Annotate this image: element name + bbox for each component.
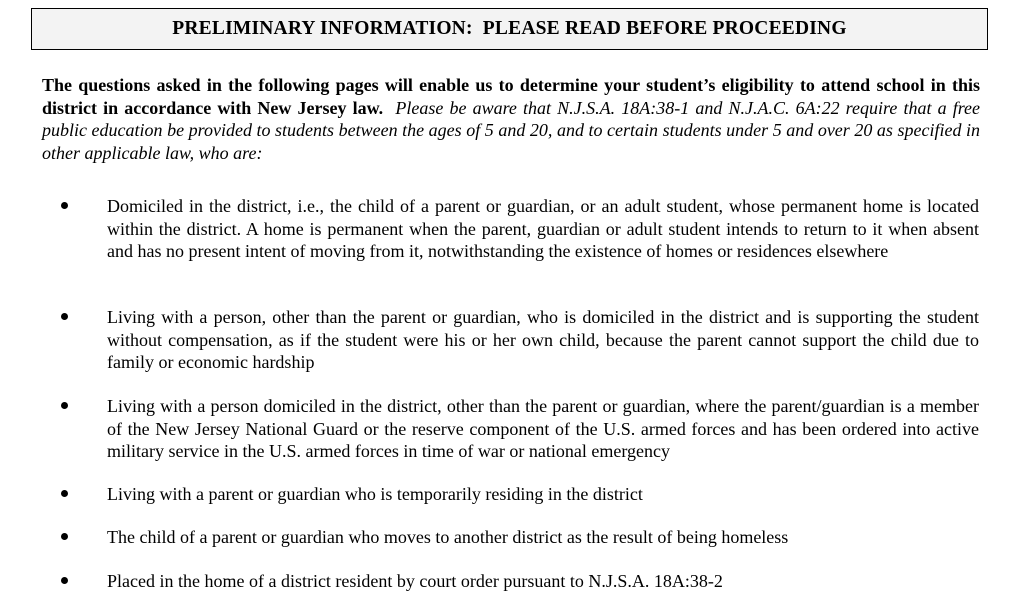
list-item-text: Living with a parent or guardian who is temporarily residing in the district [107, 484, 643, 504]
bullet-icon [61, 202, 68, 209]
list-item-text: Domiciled in the district, i.e., the child of a parent or guardian, or an adult student, whose permanent home is located within the district. A home is permanent when the parent, guardian or adult student intends to return to it when absent and has no present intent of moving from it, notwithstanding the existence of homes or residences elsewhere [107, 196, 979, 261]
intro-paragraph [42, 74, 980, 164]
list-item-text: The child of a parent or guardian who moves to another district as the result of being homeless [107, 527, 789, 547]
list-item-text: Living with a person domiciled in the district, other than the parent or guardian, where the parent/guardian is a member of the New Jersey National Guard or the reserve component of the U.S. armed forces and has been ordered into active military service in the U.S. armed forces in time of war or national emergency [107, 396, 979, 461]
bullet-icon [61, 313, 68, 320]
list-item-text: Living with a person, other than the parent or guardian, who is domiciled in the district and is supporting the student without compensation, as if the student were his or her own child, because the parent cannot support the child due to family or economic hardship [107, 307, 979, 372]
title-box [31, 8, 988, 50]
list-item-text: Placed in the home of a district resident by court order pursuant to N.J.S.A. 18A:38-2 [107, 571, 723, 591]
bullet-icon [61, 402, 68, 409]
bullet-icon [61, 533, 68, 540]
intro-italic-text: Please be aware that N.J.S.A. 18A:38-1 and N.J.A.C. 6A:22 require that a free public education be provided to students between the ages of 5 and 20, and to certain students under 5 and over 20 as specified in other applicable law, who are: [42, 97, 981, 163]
bullet-icon [61, 490, 68, 497]
intro-bold-text: The questions asked in the following pages will enable us to determine your student’s eligibility to attend school in this district in accordance with New Jersey law. [42, 75, 980, 118]
bullet-icon [61, 577, 68, 584]
page-title: PRELIMINARY INFORMATION: PLEASE READ BEFORE PROCEEDING [172, 18, 847, 39]
